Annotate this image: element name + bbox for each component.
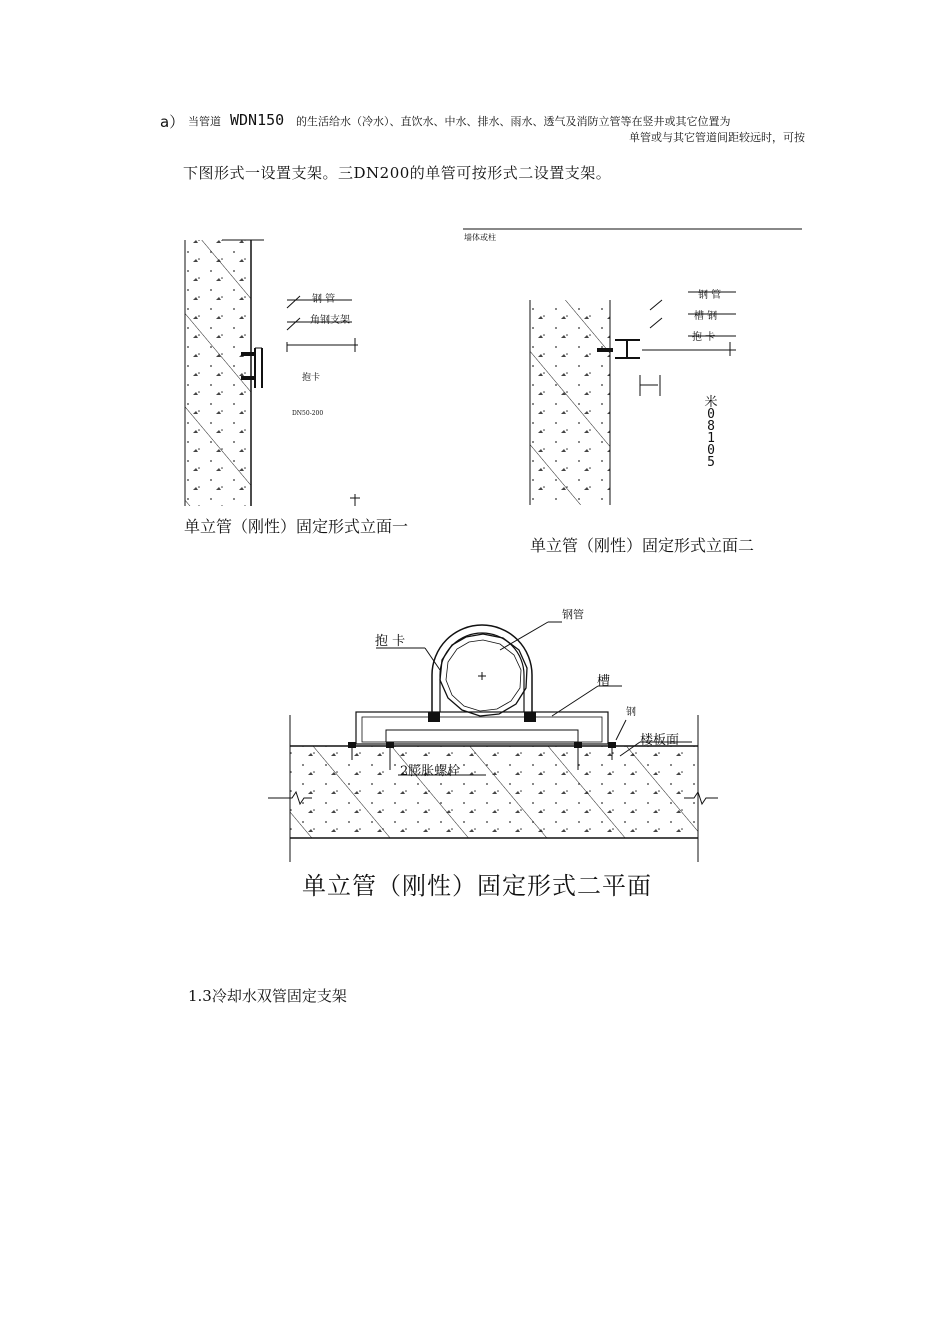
- dim-char: 1: [707, 431, 715, 446]
- label-clamp: 抱卡: [302, 373, 321, 383]
- caption-left: 单立管（刚性）固定形式立面一: [184, 517, 409, 536]
- label-plan-bolt: 2膨胀螺栓: [400, 764, 461, 779]
- dim-char: 5: [707, 455, 715, 470]
- dimension-text: [703, 397, 719, 469]
- caption-right: 单立管（刚性）固定形式立面二: [530, 536, 755, 555]
- figure-left-drawing: [185, 240, 360, 506]
- label-dn-range: DN50-200: [292, 410, 324, 417]
- paragraph-line3: 下图形式一设置支架。三DN200的单管可按形式二设置支架。: [183, 164, 612, 182]
- paragraph-line2: 单管或与其它管道间距较远时，可按: [629, 131, 805, 144]
- paragraph-rest: 的生活给水（冷水）、直饮水、中水、排水、雨水、透气及消防立管等在竖井或其它位置为: [296, 115, 731, 128]
- dim-char: 0: [707, 443, 715, 458]
- label-clamp-right: 抱 卡: [692, 332, 716, 343]
- label-wall-or-column: 墙体或柱: [464, 233, 496, 242]
- label-plan-steel: 钢: [626, 707, 636, 718]
- label-steel-pipe: 钢 管: [312, 294, 336, 305]
- dim-char: 0: [707, 407, 715, 422]
- label-plan-channel: 槽: [597, 674, 611, 689]
- label-plan-pipe: 钢管: [562, 608, 584, 621]
- section-title: 1.3冷却水双管固定支架: [188, 987, 347, 1005]
- dim-char: 8: [707, 419, 715, 434]
- label-plan-floor: 楼板面: [640, 733, 680, 748]
- paragraph-lead: 当管道: [188, 115, 221, 128]
- label-channel-steel: 槽 钢: [694, 311, 718, 322]
- label-steel-pipe-right: 钢 管: [698, 290, 722, 301]
- caption-plan: 单立管（刚性）固定形式二平面: [302, 872, 652, 900]
- figure-right-drawing: [463, 229, 802, 505]
- label-plan-clamp: 抱 卡: [375, 634, 406, 649]
- dim-char: 米: [704, 395, 718, 410]
- label-angle-bracket: 角钢支架: [310, 315, 350, 326]
- list-marker: a）: [160, 113, 185, 131]
- pipe-code: WDN150: [230, 111, 285, 129]
